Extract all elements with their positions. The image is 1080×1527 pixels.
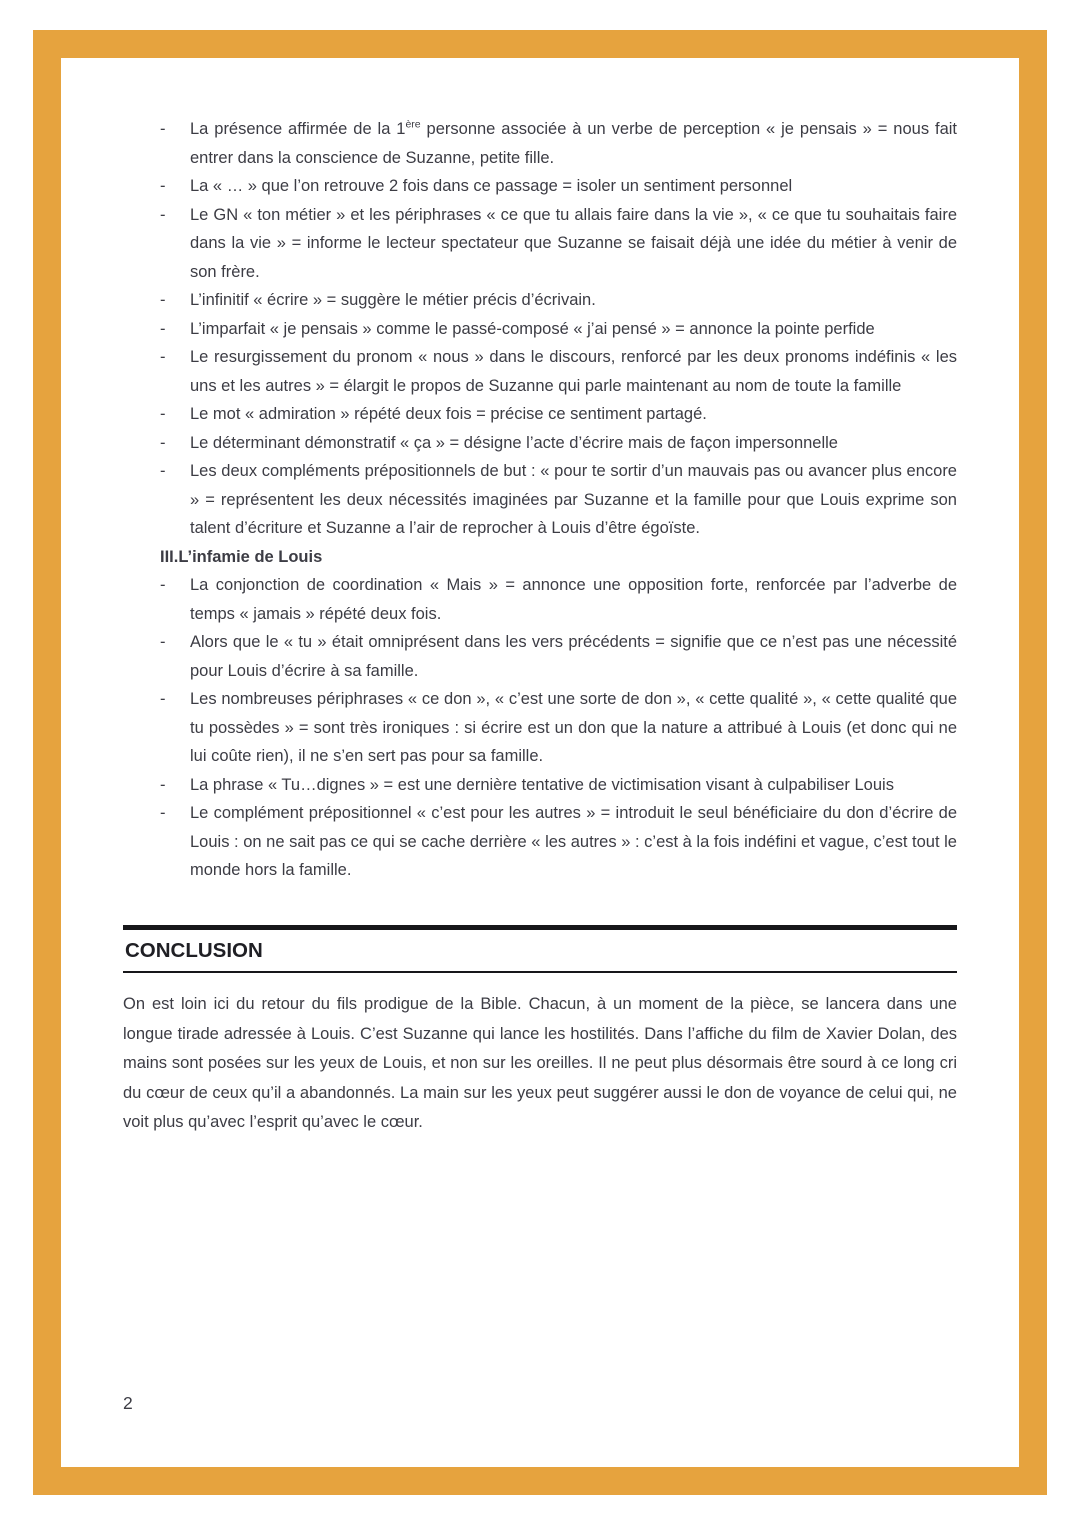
- conclusion-section: [123, 925, 957, 1138]
- dash-bullet: -: [160, 576, 166, 594]
- section-heading-iii: III.L’infamie de Louis: [160, 547, 323, 566]
- dash-bullet: -: [160, 690, 166, 708]
- analysis-list-2: [160, 571, 957, 885]
- list-item: [160, 799, 957, 885]
- list-item: [160, 315, 957, 344]
- dash-bullet: -: [160, 319, 166, 338]
- list-item-text: Le resurgissement du pronom « nous » dans le discours, renforcé par les deux pronoms indéfinis « les uns et les autres » = élargit le propos de Suzanne qui parle maintenant au nom de toute la famille: [190, 348, 957, 395]
- list-item: [160, 628, 957, 685]
- conclusion-heading: CONCLUSION: [123, 925, 957, 974]
- list-item-text: La phrase « Tu…dignes » = est une dernière tentative de victimisation visant à culpabiliser Louis: [190, 775, 894, 794]
- list-item-text: Le mot « admiration » répété deux fois = précise ce sentiment partagé.: [190, 405, 707, 423]
- list-item: [160, 685, 957, 771]
- list-item-text: Les nombreuses périphrases « ce don », « c’est une sorte de don », « cette qualité », « cette qualité que tu possèdes » = sont très ironiques : si écrire est un don que la nature a attribué à Louis (et donc qui ne lui coûte rien), il ne s’en sert pas pour sa famille.: [190, 690, 957, 765]
- list-item: [160, 429, 957, 458]
- list-item-text-part: La présence affirmée de la 1: [190, 120, 406, 138]
- dash-bullet: -: [160, 804, 166, 822]
- dash-bullet: -: [160, 120, 166, 138]
- list-item-text: L’infinitif « écrire » = suggère le métier précis d’écrivain.: [190, 291, 596, 309]
- dash-bullet: -: [160, 205, 166, 224]
- list-item: [160, 115, 957, 172]
- list-item-text-part: personne associée à un verbe de perception « je pensais » = nous fait entrer dans la conscience de Suzanne, petite fille.: [190, 120, 957, 167]
- list-item-text: La conjonction de coordination « Mais » = annonce une opposition forte, renforcée par l’adverbe de temps « jamais » répété deux fois.: [190, 576, 957, 623]
- list-item: [160, 343, 957, 400]
- dash-bullet: -: [160, 348, 166, 366]
- list-item: [160, 400, 957, 429]
- list-item-text: La « … » que l’on retrouve 2 fois dans ce passage = isoler un sentiment personnel: [190, 177, 793, 195]
- analysis-list-1: [160, 115, 957, 543]
- dash-bullet: -: [160, 433, 166, 452]
- dash-bullet: -: [160, 775, 166, 794]
- list-item-text: L’imparfait « je pensais » comme le passé-composé « j’ai pensé » = annonce la pointe perfide: [190, 319, 875, 338]
- list-item-text: Le GN « ton métier » et les périphrases « ce que tu allais faire dans la vie », « ce que tu souhaitais faire dans la vie » = informe le lecteur spectateur que Suzanne se faisait déjà une idée du métier à venir de son frère.: [190, 205, 957, 281]
- dash-bullet: -: [160, 462, 166, 480]
- list-item: [160, 457, 957, 543]
- list-item: [160, 201, 957, 287]
- list-item-text: [190, 120, 957, 167]
- list-item-text: Alors que le « tu » était omniprésent dans les vers précédents = signifie que ce n’est pas une nécessité pour Louis d’écrire à sa famille.: [190, 633, 957, 680]
- list-item: [160, 571, 957, 628]
- list-item-text: Le déterminant démonstratif « ça » = désigne l’acte d’écrire mais de façon impersonnelle: [190, 433, 838, 452]
- list-item: [160, 771, 957, 800]
- list-item: [160, 172, 957, 201]
- page-number: 2: [123, 1393, 133, 1413]
- list-item-text: Les deux compléments prépositionnels de but : « pour te sortir d’un mauvais pas ou avancer plus encore » = représentent les deux nécessités imaginées par Suzanne et la famille pour que Louis exprime son talent d’écriture et Suzanne a l’air de reprocher à Louis d’être égoïste.: [190, 462, 957, 537]
- dash-bullet: -: [160, 291, 166, 309]
- page-content: [61, 58, 1019, 1467]
- list-item-text: Le complément prépositionnel « c’est pour les autres » = introduit le seul bénéficiaire du don d’écrire de Louis : on ne sait pas ce qui se cache derrière « les autres » : c’est à la fois indéfini et vague, c’est tout le monde hors la famille.: [190, 804, 957, 879]
- list-item: [160, 286, 957, 315]
- dash-bullet: -: [160, 633, 166, 651]
- dash-bullet: -: [160, 405, 166, 423]
- conclusion-paragraph: On est loin ici du retour du fils prodigue de la Bible. Chacun, à un moment de la pièce, se lancera dans une longue tirade adressée à Louis. C’est Suzanne qui lance les hostilités. Dans l’affiche du film de Xavier Dolan, des mains sont posées sur les yeux de Louis, et non sur les oreilles. Il ne peut plus désormais être sourd à ce long cri du cœur de ceux qu’il a abandonnés. La main sur les yeux peut suggérer aussi le don de voyance de celui qui, ne voit plus qu’avec l’esprit qu’avec le cœur.: [123, 995, 957, 1132]
- superscript: ère: [405, 118, 421, 131]
- dash-bullet: -: [160, 177, 166, 195]
